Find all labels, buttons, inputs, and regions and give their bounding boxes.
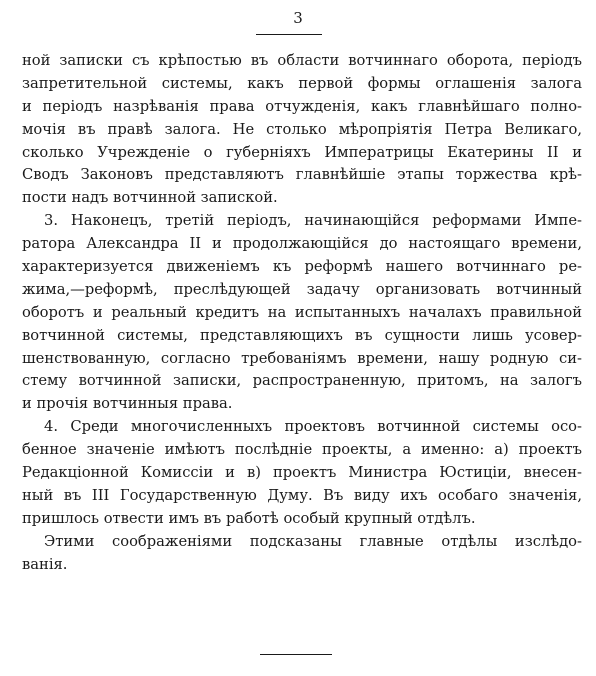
text-line: запретительной системы, какъ первой формы оглашенія залога — [22, 74, 582, 92]
text-line: ной записки съ крѣпостью въ области вотчиннаго оборота, періодъ — [22, 52, 582, 69]
text-line: и прочія вотчинныя права. — [22, 395, 233, 413]
text-line: жима,—реформѣ, преслѣдующей задачу организовать вотчинный — [22, 280, 582, 298]
text-line: Этими соображеніями подсказаны главные отдѣлы изслѣдо- — [44, 532, 582, 550]
text-line: сколько Учрежденіе о губерніяхъ Императрицы Екатерины II и — [22, 143, 582, 161]
text-line: стему вотчинной записки, распространенную, притомъ, на залогъ — [22, 372, 582, 390]
text-line: пришлось отвести имъ въ работѣ особый крупный отдѣлъ. — [22, 509, 476, 527]
text-line: Сводъ Законовъ представляютъ главнѣйшіе этапы торжества крѣ- — [22, 166, 582, 184]
text-line: и періодъ назрѣванія права отчужденія, какъ главнѣйшаго полно- — [22, 97, 582, 115]
text-line: пости надъ вотчинной запиской. — [22, 189, 278, 207]
text-line: мочія въ правѣ залога. Не столько мѣропріятія Петра Великаго, — [22, 120, 582, 138]
body-text — [22, 50, 582, 576]
text-line: Редакціонной Комиссіи и в) проектъ Министра Юстиціи, внесен- — [22, 464, 582, 482]
header-rule — [256, 34, 322, 35]
text-line: вотчинной системы, представляющихъ въ сущности лишь усовер- — [22, 326, 582, 344]
text-line: ванія. — [22, 555, 68, 573]
text-line: 4. Среди многочисленныхъ проектовъ вотчинной системы осо- — [44, 418, 582, 436]
footer-rule — [260, 654, 332, 655]
text-line: характеризуется движеніемъ къ реформѣ нашего вотчиннаго ре- — [22, 258, 582, 276]
page-number: 3 — [293, 9, 303, 27]
text-line: 3. Наконецъ, третій періодъ, начинающійся реформами Импе- — [44, 212, 582, 230]
text-line: ратора Александра II и продолжающійся до настоящаго времени, — [22, 235, 582, 253]
text-line: бенное значеніе имѣютъ послѣдніе проекты, а именно: а) проектъ — [22, 441, 582, 459]
text-line: шенствованную, согласно требованіямъ времени, нашу родную си- — [22, 349, 582, 367]
text-line: оборотъ и реальный кредитъ на испытанныхъ началахъ правильной — [22, 303, 582, 321]
text-line: ный въ III Государственную Думу. Въ виду ихъ особаго значенія, — [22, 486, 582, 504]
